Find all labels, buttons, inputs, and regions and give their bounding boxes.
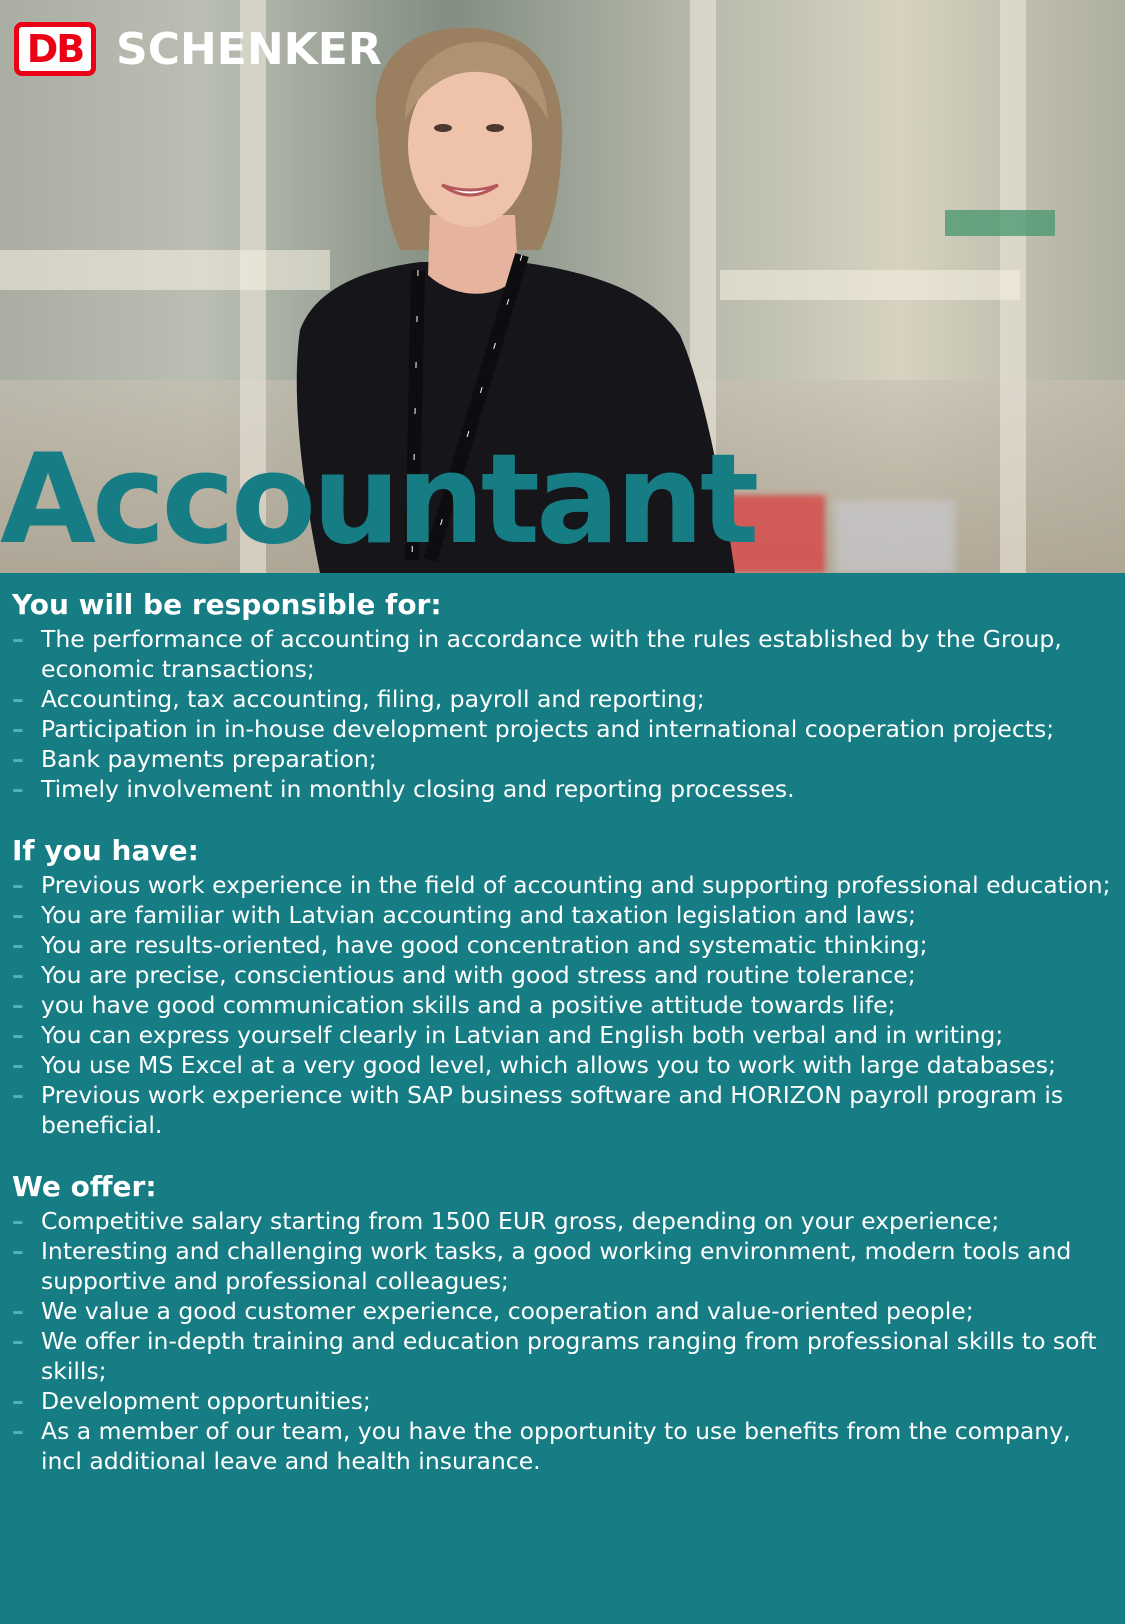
list-item [12, 870, 1117, 900]
list-item-text: We value a good customer experience, cooperation and value-oriented people; [41, 1297, 974, 1325]
dash-bullet-icon: – [12, 1237, 24, 1265]
list-item-text: You are precise, conscientious and with good stress and routine tolerance; [41, 961, 916, 989]
list-item-text: You use MS Excel at a very good level, which allows you to work with large databases; [41, 1051, 1056, 1079]
dash-bullet-icon: – [12, 901, 24, 929]
list-item-text: As a member of our team, you have the opportunity to use benefits from the company, incl additional leave and health insurance. [41, 1417, 1071, 1475]
list-item-text: Development opportunities; [41, 1387, 371, 1415]
section-heading: You will be responsible for: [12, 588, 442, 621]
list-item [12, 1236, 1117, 1296]
list-item-text: Participation in in-house development projects and international cooperation projects; [41, 715, 1055, 743]
list-item [12, 1050, 1117, 1080]
dash-bullet-icon: – [12, 745, 24, 773]
list-item-text: Competitive salary starting from 1500 EUR gross, depending on your experience; [41, 1207, 1000, 1235]
offer-list [12, 1206, 1117, 1476]
job-title: Accountant [0, 428, 756, 572]
list-item [12, 1386, 1117, 1416]
list-item [12, 714, 1117, 744]
dash-bullet-icon: – [12, 1207, 24, 1235]
dash-bullet-icon: – [12, 871, 24, 899]
db-logo-mark: DB [14, 22, 96, 76]
requirements-list [12, 870, 1117, 1140]
list-item-text: You are results-oriented, have good concentration and systematic thinking; [41, 931, 928, 959]
dash-bullet-icon: – [12, 1081, 24, 1109]
list-item [12, 900, 1117, 930]
list-item [12, 774, 1117, 804]
list-item [12, 1326, 1117, 1386]
list-item-text: Previous work experience with SAP business software and HORIZON payroll program is beneficial. [41, 1081, 1064, 1139]
section-heading: We offer: [12, 1170, 157, 1203]
list-item [12, 990, 1117, 1020]
dash-bullet-icon: – [12, 991, 24, 1019]
dash-bullet-icon: – [12, 775, 24, 803]
list-item [12, 1080, 1117, 1140]
list-item-text: You are familiar with Latvian accounting and taxation legislation and laws; [41, 901, 916, 929]
list-item-text: Timely involvement in monthly closing and reporting processes. [41, 775, 795, 803]
list-item-text: You can express yourself clearly in Latvian and English both verbal and in writing; [41, 1021, 1004, 1049]
list-item-text: Previous work experience in the field of accounting and supporting professional education; [41, 871, 1111, 899]
dash-bullet-icon: – [12, 1327, 24, 1355]
dash-bullet-icon: – [12, 1051, 24, 1079]
dash-bullet-icon: – [12, 961, 24, 989]
section-heading: If you have: [12, 834, 199, 867]
list-item [12, 684, 1117, 714]
offer-section [12, 1170, 1117, 1476]
dash-bullet-icon: – [12, 1297, 24, 1325]
list-item-text: The performance of accounting in accordance with the rules established by the Group, economic transactions; [41, 625, 1062, 683]
responsibilities-section [12, 588, 1117, 804]
list-item-text: Bank payments preparation; [41, 745, 377, 773]
list-item [12, 1296, 1117, 1326]
requirements-section [12, 834, 1117, 1140]
list-item [12, 1020, 1117, 1050]
dash-bullet-icon: – [12, 1021, 24, 1049]
dash-bullet-icon: – [12, 1387, 24, 1415]
dash-bullet-icon: – [12, 625, 24, 653]
list-item [12, 1206, 1117, 1236]
list-item [12, 1416, 1117, 1476]
dash-bullet-icon: – [12, 931, 24, 959]
list-item [12, 744, 1117, 774]
list-item-text: Accounting, tax accounting, filing, payroll and reporting; [41, 685, 705, 713]
list-item-text: Interesting and challenging work tasks, a good working environment, modern tools and supportive and professional colleagues; [41, 1237, 1072, 1295]
db-schenker-logo [14, 22, 382, 76]
dash-bullet-icon: – [12, 1417, 24, 1445]
responsibilities-list [12, 624, 1117, 804]
list-item-text: We offer in-depth training and education programs ranging from professional skills to soft skills; [41, 1327, 1097, 1385]
job-description [12, 588, 1117, 1506]
list-item-text: you have good communication skills and a positive attitude towards life; [41, 991, 896, 1019]
brand-name: SCHENKER [116, 23, 382, 75]
list-item [12, 624, 1117, 684]
list-item [12, 930, 1117, 960]
dash-bullet-icon: – [12, 685, 24, 713]
dash-bullet-icon: – [12, 715, 24, 743]
list-item [12, 960, 1117, 990]
